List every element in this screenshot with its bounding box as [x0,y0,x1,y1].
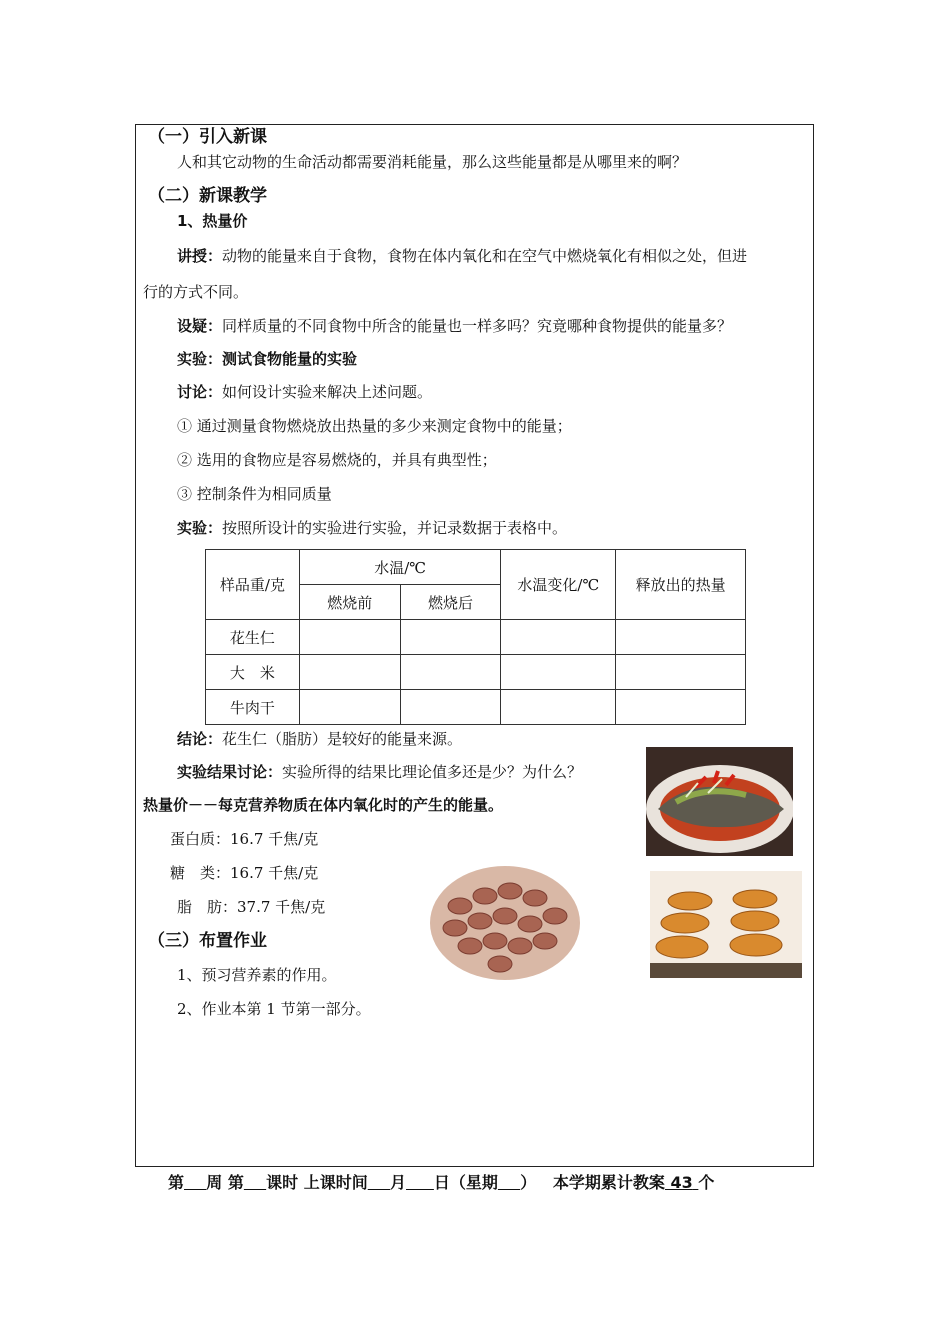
footer-total-value [665,1173,698,1192]
result-label: 实验结果讨论： [177,763,283,781]
row-label-beef-jerky: 牛肉干 [206,690,300,725]
footer-total-unit: 个 [698,1173,715,1192]
table-cell [501,690,616,725]
lecture-text: 动物的能量来自于食物，食物在体内氧化和在空气中燃烧氧化有相似之处，但进 [222,247,748,265]
footer-month-blank [368,1173,390,1192]
experiment2-line [177,518,567,538]
conclusion-label: 结论： [177,730,223,748]
croissants-image [650,871,802,978]
subsection-heat-value: 1、热量价 [177,212,248,230]
point-1: ① 通过测量食物燃烧放出热量的多少来测定食物中的能量； [177,417,572,435]
table-cell [501,620,616,655]
experiment2-text: 按照所设计的实验进行实验，并记录数据于表格中。 [222,519,568,537]
footer-lesson-text: 课时 上课时间 [266,1173,368,1192]
footer-week-prefix: 第 [168,1173,185,1192]
value-sugar: 糖 类：16.7 千焦/克 [170,864,319,882]
point-2: ② 选用的食物应是容易燃烧的，并具有典型性； [177,451,497,469]
section1-text: 人和其它动物的生命活动都需要消耗能量，那么这些能量都是从哪里来的啊？ [177,153,688,171]
question-text: 同样质量的不同食物中所含的能量也一样多吗？究竟哪种食物提供的能量多？ [222,317,733,335]
section1-heading: （一）引入新课 [148,127,267,147]
table-cell [616,655,746,690]
header-temp-change: 水温变化/℃ [501,550,616,620]
footer-lesson-blank [244,1173,266,1192]
footer-day-text: 日（星期 [433,1173,498,1192]
value-fat: 脂 肪：37.7 千焦/克 [177,898,326,916]
value-protein: 蛋白质：16.7 千焦/克 [170,830,319,848]
heat-value-definition: 热量价－－每克营养物质在体内氧化时的产生的能量。 [143,796,504,814]
footer-day-blank [406,1173,434,1192]
table-cell [400,655,501,690]
footer-month-text: 月 [390,1173,407,1192]
header-heat-released: 释放出的热量 [616,550,746,620]
lecture-text-cont: 行的方式不同。 [143,283,249,301]
experiment2-label: 实验： [177,519,223,537]
footer-total-label: 本学期累计教案 [552,1173,665,1192]
row-label-peanut: 花生仁 [206,620,300,655]
discuss-label: 讨论： [177,383,223,401]
homework-1: 1、预习营养素的作用。 [177,966,337,984]
lecture-label: 讲授： [177,247,223,265]
result-line [177,762,582,782]
question-label: 设疑： [177,317,223,335]
conclusion-text: 花生仁（脂肪）是较好的能量来源。 [222,730,463,748]
header-before-burn: 燃烧前 [299,585,400,620]
result-text: 实验所得的结果比理论值多还是少？为什么？ [282,763,583,781]
section3-heading: （三）布置作业 [148,931,267,951]
lecture-line [177,246,747,266]
row-label-rice: 大 米 [206,655,300,690]
homework-2: 2、作业本第 1 节第一部分。 [177,1000,371,1018]
footer-total-number: 43 [670,1173,693,1192]
footer-weekday-blank [498,1173,520,1192]
table-cell [299,620,400,655]
footer-end: ） [520,1173,537,1192]
table-cell [299,655,400,690]
conclusion-line [177,729,462,749]
footer-line [168,1170,714,1193]
table-cell [400,620,501,655]
experiment-title: 实验：测试食物能量的实验 [177,350,358,368]
table-cell [616,620,746,655]
question-line [177,316,732,336]
header-sample: 样品重/克 [206,550,300,620]
table-cell [400,690,501,725]
table-cell [299,690,400,725]
fish-dish-image [646,747,793,856]
peanuts-image [430,866,580,980]
table-cell [616,690,746,725]
section2-heading: （二）新课教学 [148,186,267,206]
experiment-table [205,549,746,725]
footer-week-text: 周 第 [206,1173,244,1192]
header-after-burn: 燃烧后 [400,585,501,620]
header-water-temp: 水温/℃ [299,550,501,585]
point-3: ③ 控制条件为相同质量 [177,485,332,503]
discuss-line [177,382,432,402]
footer-week-blank [184,1173,206,1192]
discuss-text: 如何设计实验来解决上述问题。 [222,383,433,401]
table-cell [501,655,616,690]
